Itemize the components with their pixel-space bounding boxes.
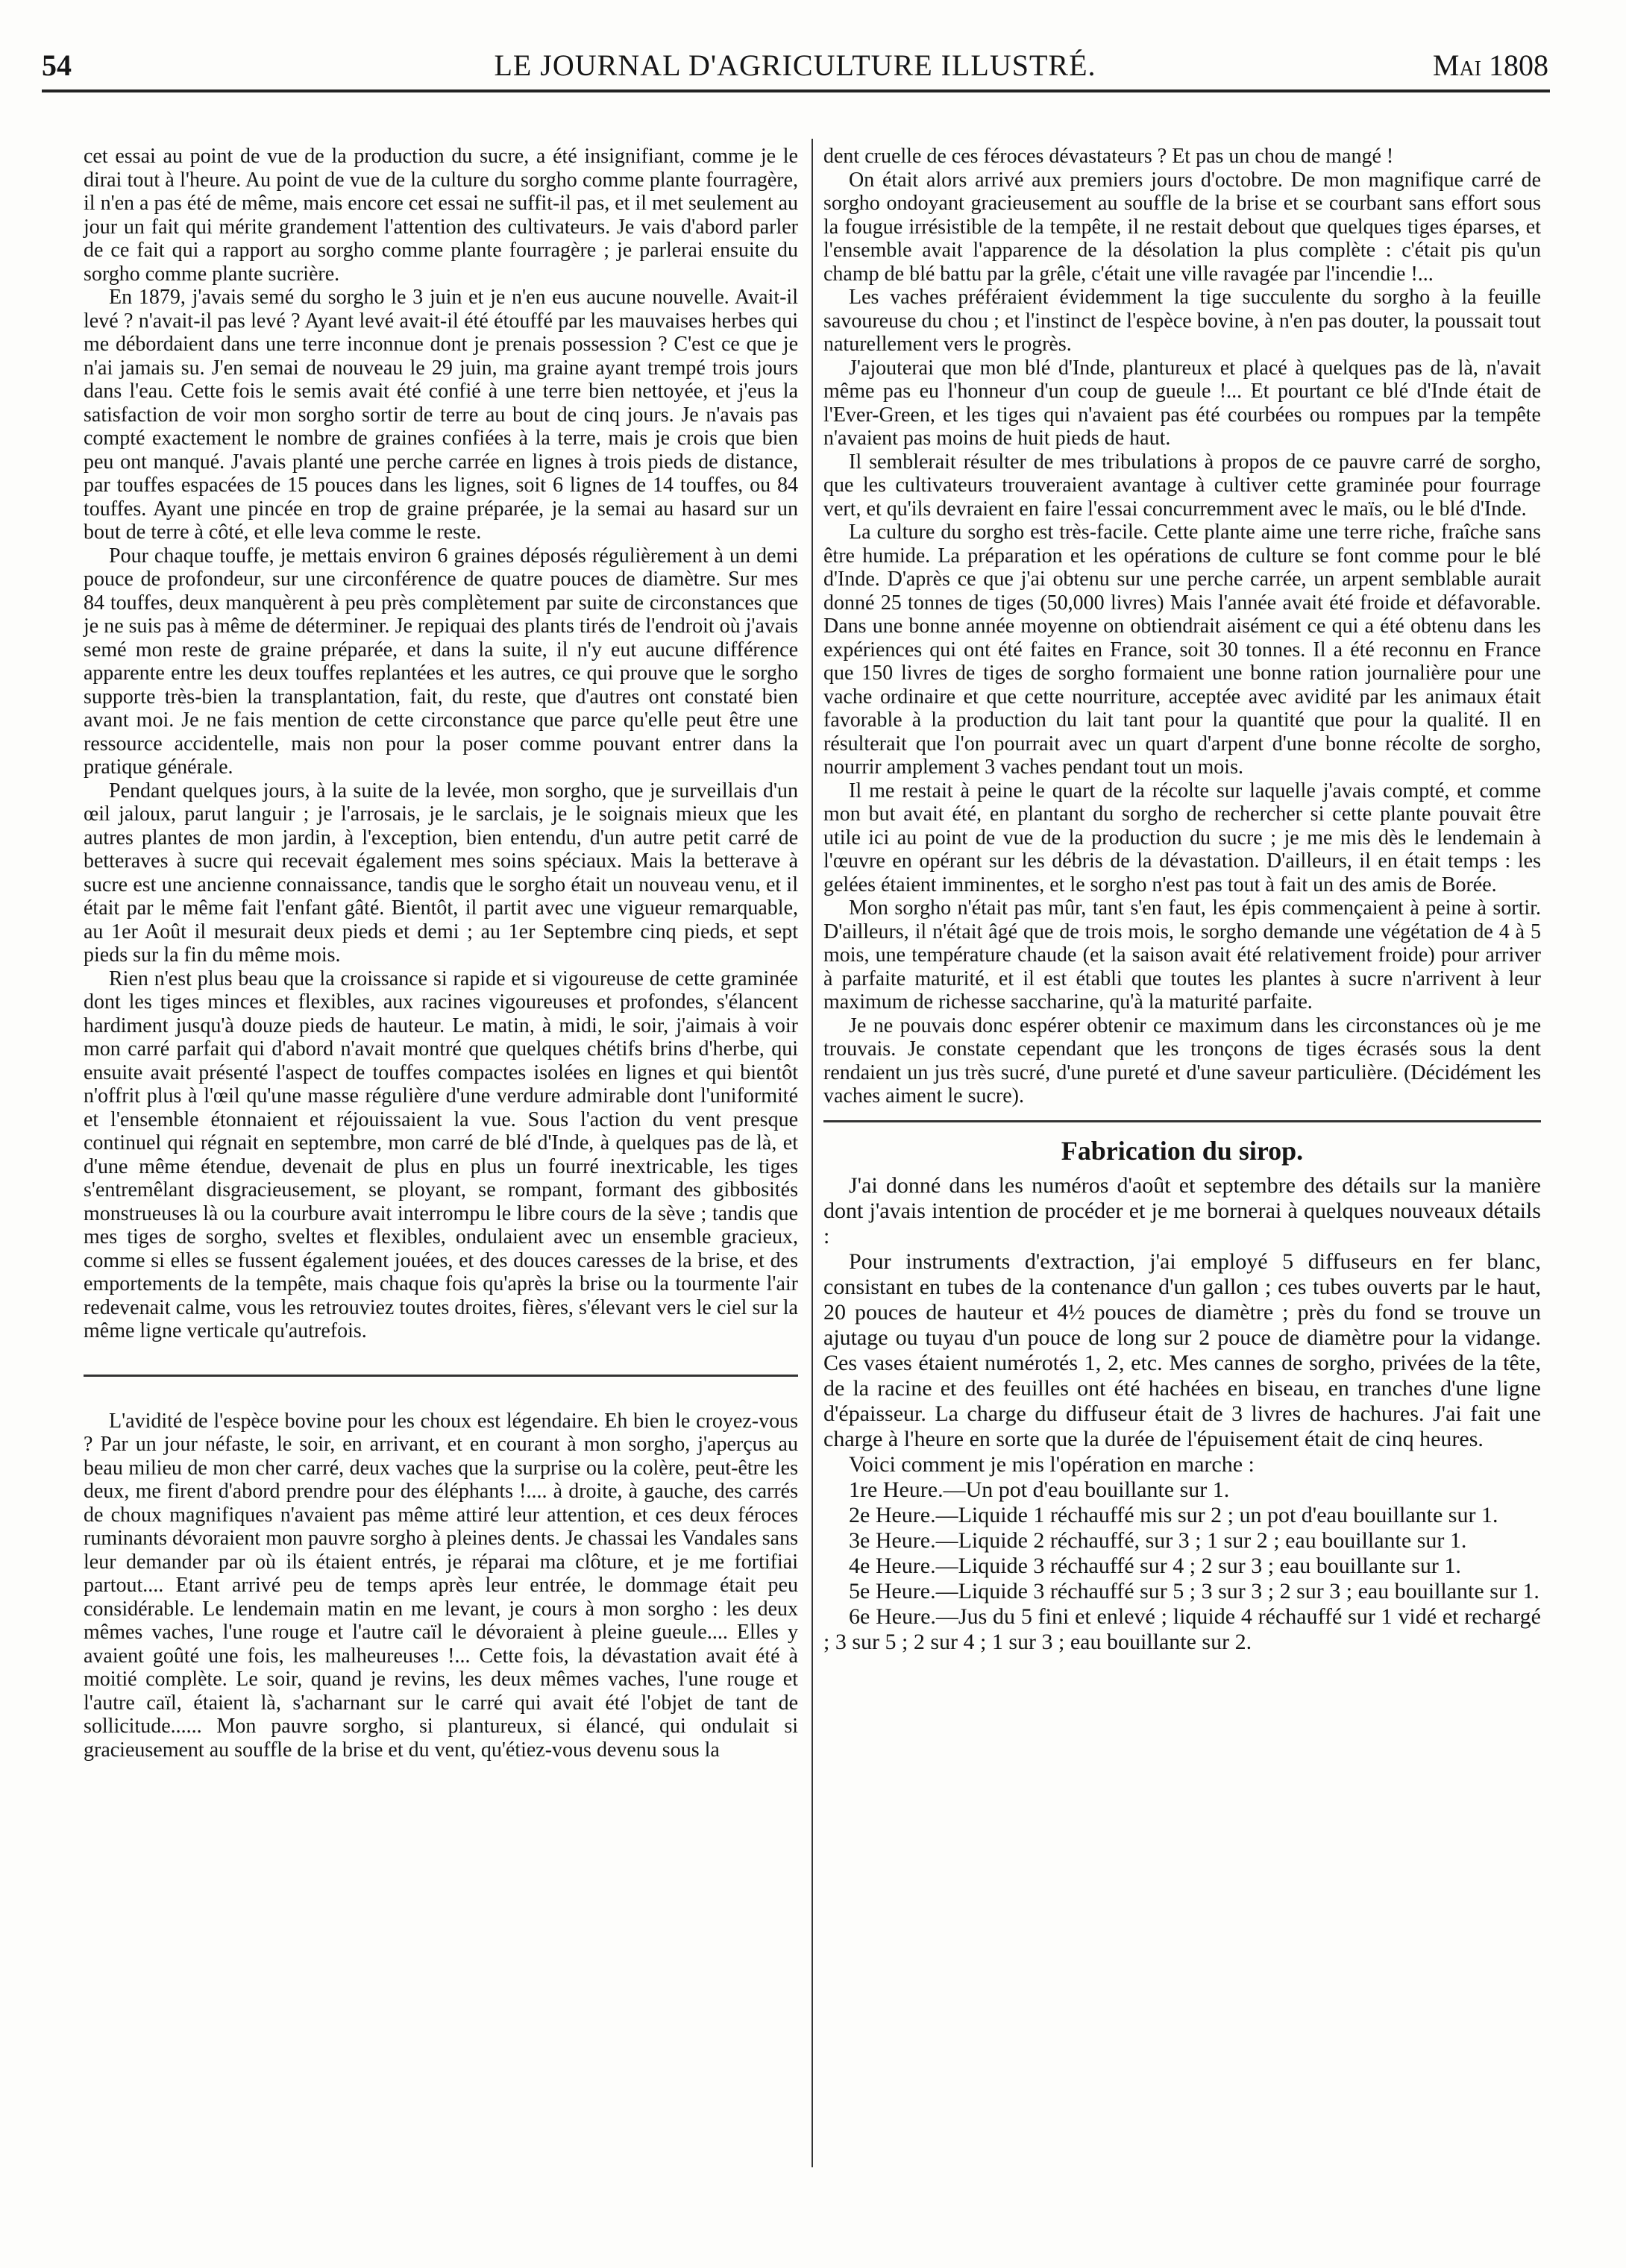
column-divider [812, 139, 813, 2167]
article-paragraph: Les vaches préféraient évidemment la tige succulente du sorgho à la feuille savoureuse du chou ; et l'instinct de l'espèce bovine, à n'en pas douter, la poussait tout naturellement vers le progrès. [823, 286, 1541, 356]
article-paragraph: Rien n'est plus beau que la croissance si rapide et si vigoureuse de cette graminée dont les tiges minces et flexibles, aux racines vigoureuses et profondes, s'élancent hardiment jusqu'à douze pieds de hauteur. Le matin, à midi, le soir, j'aimais à voir mon carré parfait qui d'abord n'avait montré que quelques chétifs brins d'herbe, qui ensuite avait présenté l'aspect de touffes compactes isolées en lignes et qui bientôt n'offrit plus à l'œil qu'une masse régulière d'une verdure admirable dont l'uniformité et l'ensemble étonnaient et réjouissaient la vue. Sous l'action du vent presque continuel qui régnait en septembre, mon carré de blé d'Inde, à quelques pas de là, et d'une même étendue, devenait de plus en plus un fourré inextricable, les tiges s'entremêlant disgracieusement, se ployant, se rompant, formant des gibbosités monstrueuses là ou la courbure avait interrompu le libre cours de la sève ; tandis que mes tiges de sorgho, sveltes et flexibles, ondulaient avec un ensemble gracieux, comme si elles se fussent également jouées, et des douces caresses de la brise, et des emportements de la tempête, mais chaque fois qu'après la brise ou la tourmente l'air redevenait calme, vous les retrouviez toutes droites, fières, s'élevant vers le ciel sur la même ligne verticale qu'autrefois. [84, 967, 798, 1342]
section-rule [84, 1375, 798, 1377]
article-paragraph: Voici comment je mis l'opération en marche : [849, 1451, 1255, 1477]
journal-title: LE JOURNAL D'AGRICULTURE ILLUSTRÉ. [494, 48, 1096, 82]
process-step: 2e Heure.—Liquide 1 réchauffé mis sur 2 ; un pot d'eau bouillante sur 1. [849, 1502, 1498, 1527]
article-paragraph: Pour chaque touffe, je mettais environ 6 graines déposés régulièrement à un demi pouce de profondeur, sur une circonférence de quatre pouces de diamètre. Sur mes 84 touffes, deux manquèrent à peu près complètement par suite de circonstances que je ne suis pas à même de déterminer. Je repiquai des plants tirés de l'endroit où j'avais semé mon reste de graine préparée, et dans la suite, il n'y eut aucune différence apparente entre les deux touffes replantées et les autres, ce qui prouve que le sorgho supporte très-bien la transplantation, fait, du reste, que d'autres ont constaté bien avant moi. Je ne fais mention de cette circonstance que parce qu'elle peut être une ressource accidentelle, mais non pour la poser comme pouvant entrer dans la pratique générale. [84, 544, 798, 779]
article-paragraph: En 1879, j'avais semé du sorgho le 3 juin et je n'en eus aucune nouvelle. Avait-il levé ? n'avait-il pas levé ? Ayant levé avait-il été étouffé par les mauvaises herbes qui me débordaient dans une terre inconnue dont je prenais possession ? C'est ce que je n'ai jamais su. J'en semai de nouveau le 29 juin, ma graine ayant trempé trois jours dans l'eau. Cette fois le semis avait été confié à une terre bien nettoyée, et j'eus la satisfaction de voir mon sorgho sortir de terre au bout de cinq jours. Je n'avais pas compté exactement le nombre de graines confiées à la terre, mais je crois que bien peu ont manqué. J'avais planté une perche carrée en lignes à trois pieds de distance, par touffes espacées de 15 pouces dans les lignes, soit 6 lignes de 14 touffes, ou 84 touffes. Ayant une pincée en trop de graine préparée, je la semai au hasard sur un bout de terre à côté, et elle leva comme le reste. [84, 286, 798, 544]
article-paragraph: Pendant quelques jours, à la suite de la levée, mon sorgho, que je surveillais d'un œil jaloux, parut languir ; je l'arrosais, je le sarclais, je le soignais mieux que les autres plantes de mon jardin, à l'exception, bien entendu, d'un autre petit carré de betteraves à sucre qui recevait également mes soins spéciaux. Mais la betterave à sucre est une ancienne connaissance, tandis que le sorgho était un nouveau venu, et il était par le même fait l'enfant gâté. Bientôt, il partit avec une vigueur remarquable, au 1er Août il mesurait deux pieds et demi ; au 1er Septembre cinq pieds, et sept pieds sur la fin du même mois. [84, 779, 798, 967]
article-paragraph: dent cruelle de ces féroces dévastateurs ? Et pas un chou de mangé ! [823, 145, 1394, 168]
page-header [42, 43, 1548, 88]
page-number: 54 [42, 48, 72, 82]
article-paragraph: Pour instruments d'extraction, j'ai employé 5 diffuseurs en fer blanc, consistant en tubes de la contenance d'un gallon ; ces tubes ouverts par le haut, 20 pouces de hauteur et 4½ pouces de diamètre ; près du fond se trouve un ajutage ou tuyau d'un pouce de long sur 2 pouce de diamètre pour la vidange. Ces vases étaient numérotés 1, 2, etc. Mes cannes de sorgho, privées de la tête, de la racine et des feuilles ont été hachées en biseau, en tranches d'une ligne d'épaisseur. La charge du diffuseur était de 3 livres de hachures. J'ai fait une charge à l'heure en sorte que la durée de l'épuisement était de cinq heures. [823, 1248, 1541, 1451]
article-paragraph: La culture du sorgho est très-facile. Cette plante aime une terre riche, fraîche sans être humide. La préparation et les opérations de culture se font comme pour le blé d'Inde. D'après ce que j'ai obtenu sur une perche carrée, un arpent semblable aurait donné 25 tonnes de tiges (50,000 livres) Mais l'année avait été froide et défavorable. Dans une bonne année moyenne on obtiendrait aisément ce qui a été obtenu dans les expériences qui ont été faites en France, soit 30 tonnes. Il a été reconnu en France que 150 livres de tiges de sorgho formaient une bonne ration journalière pour une vache ordinaire et que cette nourriture, acceptée avec avidité par les animaux était favorable à la production du lait tant pour la quantité que pour la qualité. Il en résulterait que l'on pourrait avec un quart d'arpent d'une bonne récolte de sorgho, nourrir amplement 3 vaches pendant tout un mois. [823, 521, 1541, 779]
article-paragraph: On était alors arrivé aux premiers jours d'octobre. De mon magnifique carré de sorgho ondoyant gracieusement au souffle de la brise et se courbant sans effort sous la fougue irrésistible de la tempête, il ne restait debout que quelques tiges éparses, et l'ensemble avait l'apparence de la désolation la plus complète : c'était pis qu'un champ de blé battu par la grêle, c'était une ville ravagée par l'incendie !... [823, 168, 1541, 286]
sirop-section [823, 1173, 1541, 1655]
process-step: 3e Heure.—Liquide 2 réchauffé, sur 3 ; 1 sur 2 ; eau bouillante sur 1. [849, 1527, 1467, 1553]
section-heading: Fabrication du sirop. [1061, 1135, 1304, 1166]
right-column [823, 145, 1541, 1655]
article-paragraph: Mon sorgho n'était pas mûr, tant s'en faut, les épis commençaient à peine à sortir. D'ailleurs, il n'était âgé que de trois mois, le sorgho demande une végétation de 4 à 5 mois, une température chaude (et la saison avait été relativement froide) pour arriver à parfaite maturité, et il est établi que toutes les plantes à sucre n'arrivent à leur maximum de richesse saccharine, qu'à la maturité parfaite. [823, 896, 1541, 1014]
section-rule [823, 1120, 1541, 1122]
process-step: 6e Heure.—Jus du 5 fini et enlevé ; liquide 4 réchauffé sur 1 vidé et rechargé ; 3 sur 5 ; 2 sur 4 ; 1 sur 3 ; eau bouillante sur 2. [823, 1603, 1541, 1654]
process-step: 1re Heure.—Un pot d'eau bouillante sur 1. [849, 1477, 1230, 1502]
header-rule [42, 89, 1550, 92]
article-paragraph: Je ne pouvais donc espérer obtenir ce maximum dans les circonstances où je me trouvais. Je constate cependant que les tronçons de tiges écrasés sous la dent rendaient un jus très sucré, d'une pureté et d'une saveur particulière. (Décidément les vaches aiment le sucre). [823, 1014, 1541, 1108]
issue-date: Mai 1808 [1432, 48, 1548, 82]
process-step: 4e Heure.—Liquide 3 réchauffé sur 4 ; 2 sur 3 ; eau bouillante sur 1. [849, 1553, 1461, 1578]
article-paragraph: Il me restait à peine le quart de la récolte sur laquelle j'avais compté, et comme mon but avait été, en plantant du sorgho de rechercher si cette plante pouvait être utile ici au point de vue de la production du sucre ; je me mis dès le lendemain à l'œuvre en opérant sur les débris de la dévastation. D'ailleurs, il en était temps : les gelées étaient imminentes, et le sorgho n'est pas tout à fait un des amis de Borée. [823, 779, 1541, 896]
article-paragraph: J'ai donné dans les numéros d'août et septembre des détails sur la manière dont j'avais intention de procéder et je me bornerai à quelques nouveaux détails : [823, 1172, 1541, 1248]
left-column [84, 145, 798, 1762]
article-paragraph: cet essai au point de vue de la production du sucre, a été insignifiant, comme je le dirai tout à l'heure. Au point de vue de la culture du sorgho comme plante fourragère, il n'en a pas été de même, mais encore cet essai ne suffit-il pas, et il met seulement au jour un fait qui mérite grandement l'attention des cultivateurs. Je vais d'abord parler de ce fait qui a rapport au sorgho comme plante fourragère ; je parlerai ensuite du sorgho comme plante sucrière. [84, 145, 798, 286]
article-paragraph: Il semblerait résulter de mes tribulations à propos de ce pauvre carré de sorgho, que les cultivateurs trouveraient avantage à cultiver cette graminée pour fourrage vert, et qu'ils devraient en faire l'essai concurremment avec le maïs, ou le blé d'Inde. [823, 450, 1541, 521]
article-paragraph: L'avidité de l'espèce bovine pour les choux est légendaire. Eh bien le croyez-vous ? Par un jour néfaste, le soir, en arrivant, et en courant à mon sorgho, j'aperçus au beau milieu de mon cher carré, deux vaches que la surprise ou la colère, peut-être les deux, me firent d'abord prendre pour des éléphants !.... à droite, à gauche, des carrés de choux magnifiques n'avaient pas même attiré leur attention, et ces deux féroces ruminants dévoraient mon pauvre sorgho à pleines dents. Je chassai les Vandales sans leur demander par où ils étaient entrés, je réparai ma clôture, et je me fortifiai partout.... Etant arrivé peu de temps après leur entrée, le dommage était peu considérable. Le lendemain matin en me levant, je cours à mon sorgho : les deux mêmes vaches, l'une rouge et l'autre caïl le dévoraient à pleine gueule.... Elles y avaient goûté une fois, les malheureuses !... Cette fois, la dévastation avait été à moitié complète. Le soir, quand je revins, les deux mêmes vaches, l'une rouge et l'autre caïl, étaient là, s'acharnant sur le carré qui avait été l'objet de tant de sollicitude...... Mon pauvre sorgho, si plantureux, si élancé, qui ondulait si gracieusement au souffle de la brise et du vent, qu'étiez-vous devenu sous la [84, 1409, 798, 1762]
article-paragraph: J'ajouterai que mon blé d'Inde, plantureux et placé à quelques pas de là, n'avait même pas eu l'honneur d'un coup de gueule !... Et pourtant ce blé d'Inde était de l'Ever-Green, et les tiges qui n'avaient pas été courbées ou rompues par la tempête n'avaient pas moins de huit pieds de haut. [823, 356, 1541, 450]
process-step: 5e Heure.—Liquide 3 réchauffé sur 5 ; 3 sur 3 ; 2 sur 3 ; eau bouillante sur 1. [849, 1578, 1539, 1603]
